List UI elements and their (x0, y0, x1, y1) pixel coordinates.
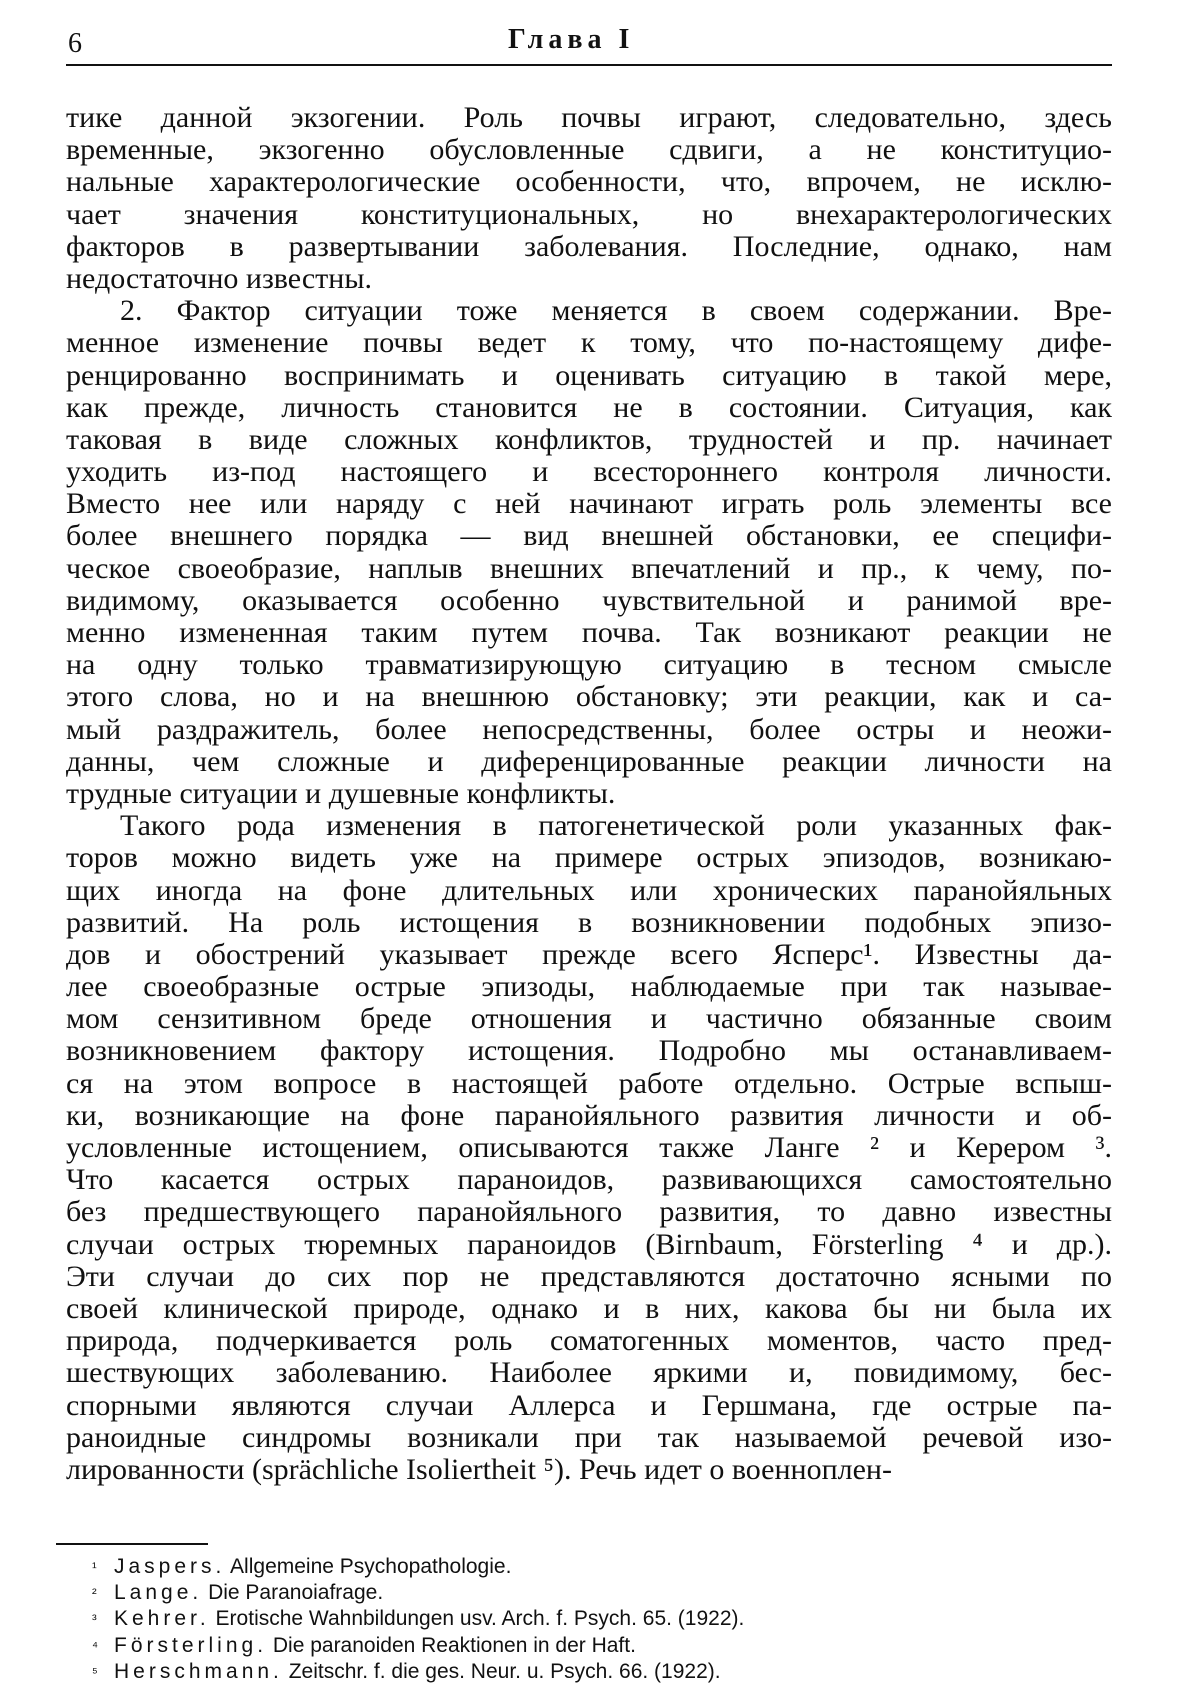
text-line: развитий. На роль истощения в возникновении подобных эпизо- (66, 905, 1112, 939)
text-line: Эти случаи до сих пор не представляются достаточно ясными по (66, 1259, 1112, 1293)
text-line: этого слова, но и на внешнюю обстановку; эти реакции, как и са- (66, 680, 1112, 714)
body-text (66, 102, 1112, 1486)
footnote (92, 1633, 1052, 1659)
text-line: шествующих заболеванию. Наиболее яркими и, повидимому, бес- (66, 1356, 1112, 1390)
text-line: без предшествующего паранойяльного развития, то давно известны (66, 1195, 1112, 1229)
footnote-author: Försterling. (114, 1633, 268, 1657)
text-line: спорными являются случаи Аллерса и Гершмана, где острые па- (66, 1388, 1112, 1422)
text-line: Такого рода изменения в патогенетической роли указанных фак- (120, 809, 1112, 843)
footnote-author: Jaspers. (114, 1555, 226, 1578)
footnote-author: Herschmann. (114, 1659, 283, 1683)
footnote (92, 1580, 1052, 1606)
text-line: лее своеобразные острые эпизоды, наблюдаемые при так называе- (66, 970, 1112, 1004)
footnote-text: Erotische Wahnbildungen usv. Arch. f. Psych. 65. (1922). (209, 1607, 745, 1631)
footnote-mark: ⁴ (92, 1637, 99, 1654)
footnote-mark: ² (92, 1585, 97, 1602)
text-line: ренцированно воспринимать и оценивать ситуацию в такой мере, (66, 358, 1112, 392)
text-line: уходить из-под настоящего и всестороннего контроля личности. (66, 455, 1112, 489)
text-line: как прежде, личность становится не в состоянии. Ситуация, как (66, 390, 1112, 424)
text-line: временные, экзогенно обусловленные сдвиги, а не конституцио- (66, 133, 1112, 167)
footnote-text: Die paranoiden Reaktionen in der Haft. (267, 1633, 636, 1657)
chapter-title: Глава I (508, 24, 635, 55)
text-line: своей клинической природе, однако и в них, какова бы ни была их (66, 1291, 1112, 1325)
text-line: таковая в виде сложных конфликтов, трудностей и пр. начинает (66, 422, 1112, 456)
text-line: нальные характерологические особенности, что, впрочем, не исклю- (66, 165, 1112, 199)
text-line: чает значения конституциональных, но внехарактерологических (66, 197, 1112, 231)
text-line: ческое своеобразие, наплыв внешних впечатлений и пр., к чему, по- (66, 551, 1112, 585)
footnote-text: Zeitschr. f. die ges. Neur. u. Psych. 66. (1922). (282, 1659, 721, 1683)
running-head (68, 24, 1108, 64)
footnotes (92, 1554, 1052, 1685)
footnote (92, 1554, 1052, 1580)
text-line: ся на этом вопросе в настоящей работе отдельно. Острые вспыш- (66, 1066, 1112, 1100)
text-line: тике данной экзогении. Роль почвы играют, следовательно, здесь (66, 101, 1112, 134)
text-line: Вместо нее или наряду с ней начинают играть роль элементы все (66, 487, 1112, 521)
footnote-mark: ¹ (92, 1559, 97, 1575)
text-line: менно измененная таким путем почва. Так возникают реакции не (66, 616, 1112, 649)
text-line: более внешнего порядка — вид внешней обстановки, ее специфи- (66, 519, 1112, 553)
footnote (92, 1659, 1052, 1685)
text-line: природа, подчеркивается роль соматогенных моментов, часто пред- (66, 1324, 1112, 1358)
text-line: видимому, оказывается особенно чувствительной и ранимой вре- (66, 583, 1112, 617)
text-line: на одну только травматизирующую ситуацию в тесном смысле (66, 648, 1112, 682)
text-line: мый раздражитель, более непосредственны, более остры и неожи- (66, 712, 1112, 746)
footnote-mark: ³ (92, 1611, 97, 1628)
text-line: факторов в развертывании заболевания. Последние, однако, нам (66, 229, 1112, 263)
text-line: менное изменение почвы ведет к тому, что по-настоящему дифе- (66, 326, 1112, 360)
header-rule (66, 64, 1112, 66)
text-line: трудные ситуации и душевные конфликты. (66, 776, 616, 810)
text-line: данны, чем сложные и диференцированные реакции личности на (66, 744, 1112, 778)
footnote (92, 1606, 1052, 1632)
text-line: случаи острых тюремных параноидов (Birnbaum, Försterling ⁴ и др.). (66, 1227, 1112, 1261)
text-line: 2. Фактор ситуации тоже меняется в своем содержании. Вре- (120, 294, 1112, 328)
footnote-text: Allgemeine Psychopathologie. (225, 1555, 512, 1578)
text-line: возникновением фактору истощения. Подробно мы останавливаем- (66, 1034, 1112, 1068)
footnote-author: Kehrer. (114, 1607, 210, 1631)
text-line: щих иногда на фоне длительных или хронических паранойяльных (66, 873, 1112, 907)
text-line: дов и обострений указывает прежде всего Ясперс¹. Известны да- (66, 937, 1112, 971)
text-line: мом сензитивном бреде отношения и частично обязанные своим (66, 1002, 1112, 1036)
text-line: условленные истощением, описываются также Ланге ² и Керером ³. (66, 1131, 1112, 1164)
text-line: торов можно видеть уже на примере острых эпизодов, возникаю- (66, 841, 1112, 875)
text-line: ки, возникающие на фоне паранойяльного развития личности и об- (66, 1098, 1112, 1132)
footnote-author: Lange. (114, 1581, 203, 1605)
footnote-rule (56, 1543, 208, 1545)
footnote-mark: ⁵ (92, 1663, 98, 1680)
text-line: лированности (sprächliche Isoliertheit ⁵). Речь идет о военноплен- (66, 1452, 892, 1486)
text-line: раноидные синдромы возникали при так называемой речевой изо- (66, 1420, 1112, 1454)
page-number: 6 (68, 28, 82, 59)
text-line: недостаточно известны. (66, 261, 372, 295)
footnote-text: Die Paranoiafrage. (202, 1581, 384, 1605)
text-line: Что касается острых параноидов, развивающихся самостоятельно (66, 1163, 1112, 1197)
